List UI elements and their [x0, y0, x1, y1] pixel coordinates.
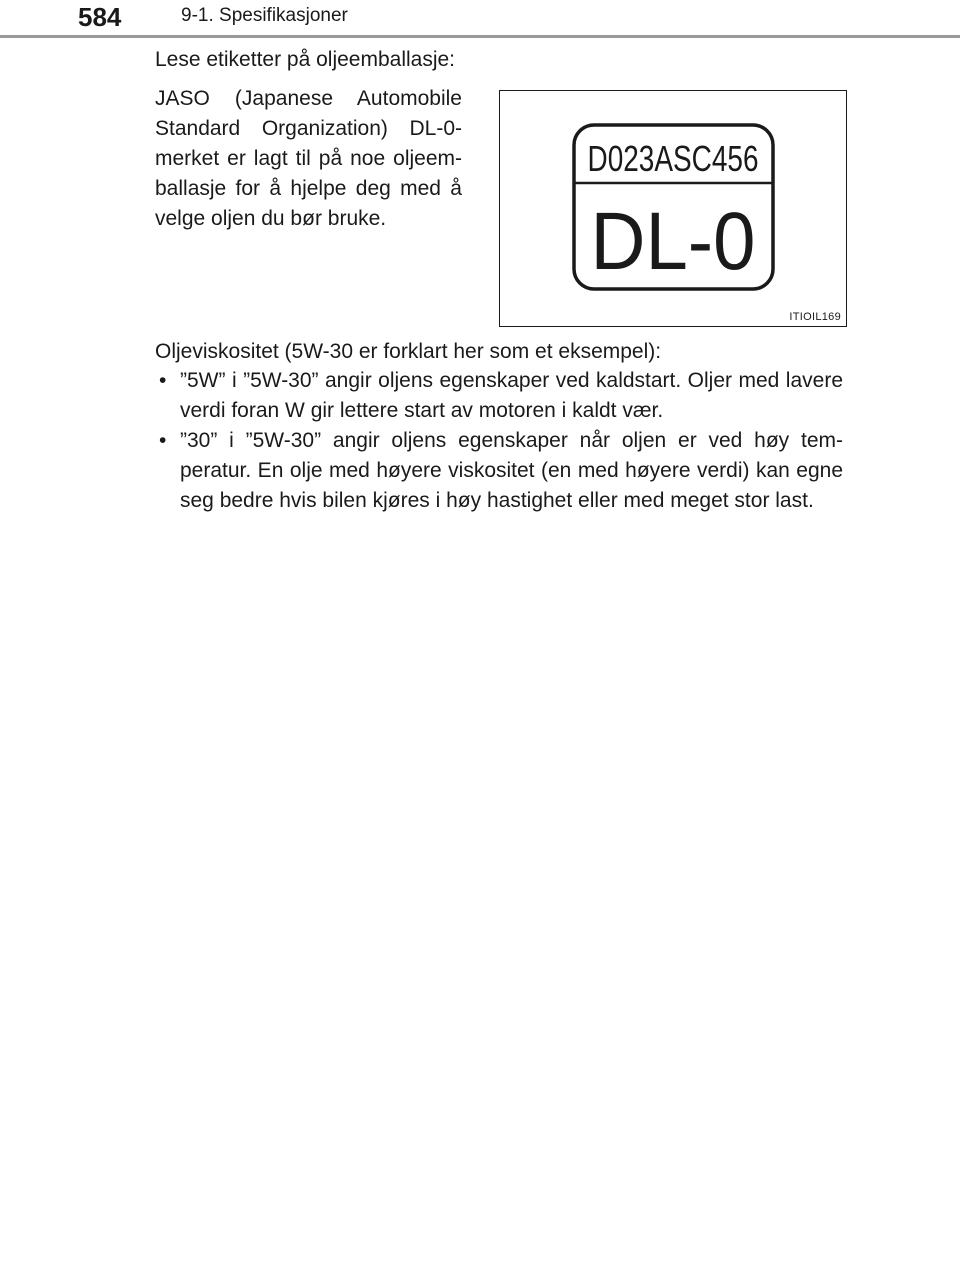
bullet-item-30: • ”30” i ”5W-30” angir oljens egenskaper når oljen er ved høy tem-peratur. En olje med høyere viskositet (en med høyere verdi) kan egne seg bedre hvis bilen kjøres i høy hastighet eller med meget stor last. — [155, 426, 843, 516]
label-code-text: D023ASC456 — [587, 138, 759, 179]
label-grade-text: DL-0 — [590, 196, 756, 287]
section-title: 9-1. Spesifikasjoner — [181, 5, 348, 26]
figure-id: ITIOIL169 — [789, 311, 841, 323]
page-number: 584 — [78, 2, 122, 32]
viscosity-heading: Oljeviskositet (5W-30 er forklart her som et eksempel): — [155, 340, 662, 363]
header-divider — [0, 35, 960, 38]
jaso-paragraph: JASO (Japanese Automobile Standard Organization) DL-0-merket er lagt til på noe oljeem-ballasje for å hjelpe deg med å velge oljen du bør bruke. — [155, 87, 462, 230]
oil-label-illustration — [500, 91, 846, 326]
bullet-item-5w: • ”5W” i ”5W-30” angir oljens egenskaper ved kaldstart. Oljer med lavere verdi foran W gir lettere start av motoren i kaldt vær. — [155, 366, 843, 426]
oil-label-figure — [499, 90, 847, 327]
viscosity-bullet-list — [155, 366, 843, 516]
intro-text: Lese etiketter på oljeemballasje: — [155, 48, 456, 71]
